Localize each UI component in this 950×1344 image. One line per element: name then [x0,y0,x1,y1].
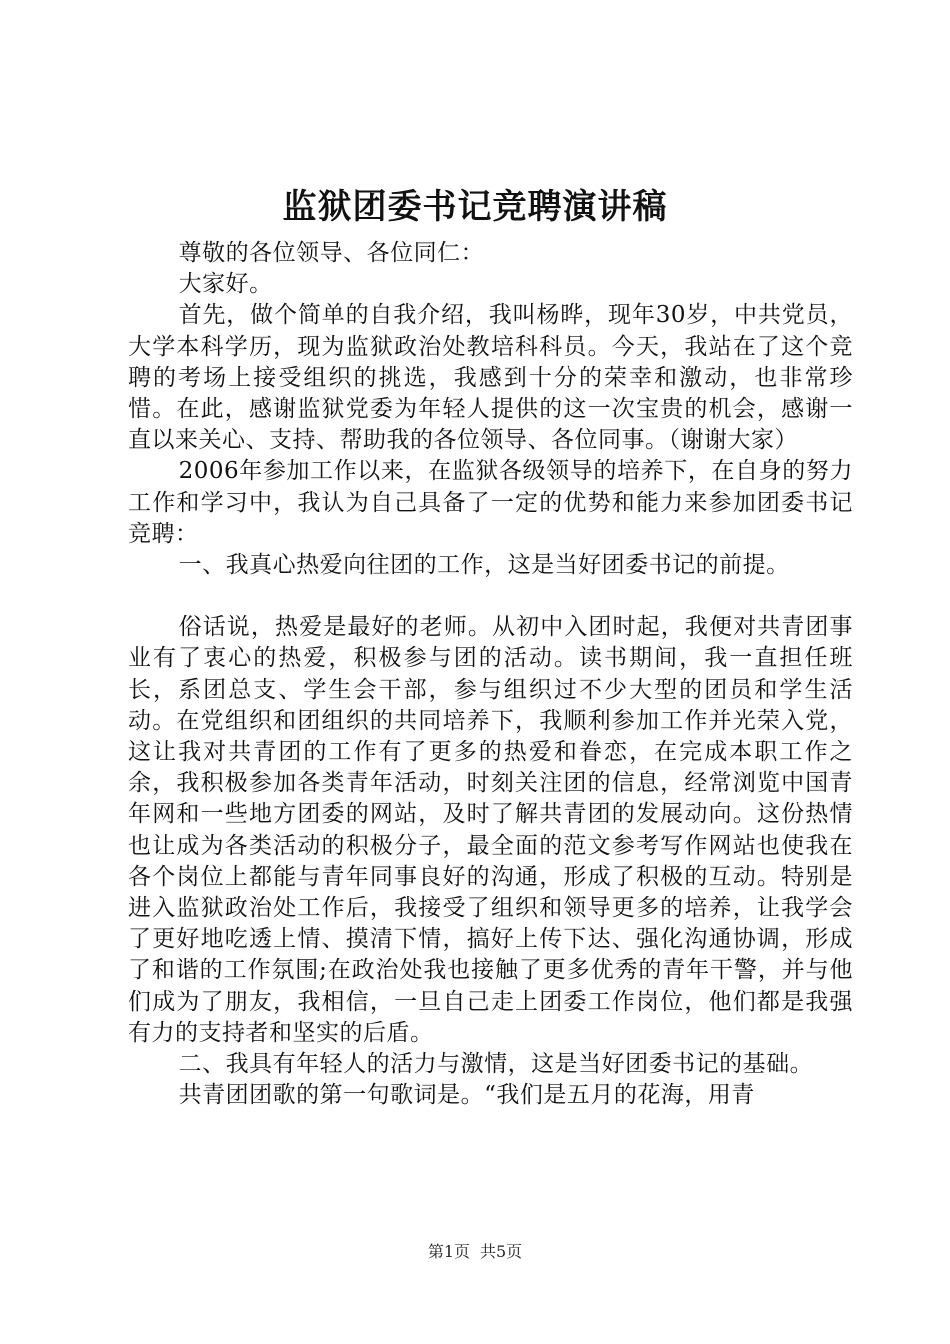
document-body [128,238,853,1111]
point-one-paragraph: 俗话说，热爱是最好的老师。从初中入团时起，我便对共青团事业有了衷心的热爱，积极参与团的活动。读书期间，我一直担任班长，系团总支、学生会干部，参与组织过不少大型的团员和学生活动。在党组织和团组织的共同培养下，我顺利参加工作并光荣入党，这让我对共青团的工作有了更多的热爱和眷恋，在完成本职工作之余，我积极参加各类青年活动，时刻关注团的信息，经常浏览中国青年网和一些地方团委的网站，及时了解共青团的发展动向。这份热情也让成为各类活动的积极分子，最全面的范文参考写作网站也使我在各个岗位上都能与青年同事良好的沟通，形成了积极的互动。特别是进入监狱政治处工作后，我接受了组织和领导更多的培养，让我学会了更好地吃透上情、摸清下情，搞好上传下达、强化沟通协调，形成了和谐的工作氛围;在政治处我也接触了更多优秀的青年干警，并与他们成为了朋友，我相信，一旦自己走上团委工作岗位，他们都是我强有力的支持者和坚实的后盾。 [128,614,853,1046]
greeting-paragraph: 大家好。 [178,271,273,298]
paragraph-spacer [128,581,853,612]
document-title: 监狱团委书记竞聘演讲稿 [282,187,668,227]
salutation-paragraph: 尊敬的各位领导、各位同仁： [178,240,485,266]
page-number-current: 第1页 [427,1242,470,1261]
background-paragraph: 2006年参加工作以来，在监狱各级领导的培养下，在自身的努力工作和学习中，我认为自己具备了一定的优势和能力来参加团委书记竞聘： [128,458,853,547]
point-one-heading: 一、我真心热爱向往团的工作，这是当好团委书记的前提。 [178,552,790,579]
page-number-total: 共5页 [480,1242,523,1261]
page-footer [0,1241,950,1263]
point-two-paragraph: 共青团团歌的第一句歌词是。“我们是五月的花海，用青 [178,1082,755,1109]
introduction-paragraph: 首先，做个简单的自我介绍，我叫杨晔，现年30岁，中共党员，大学本科学历，现为监狱政治处教培科科员。今天，我站在了这个竞聘的考场上接受组织的挑选，我感到十分的荣幸和激动，也非常珍惜。在此，感谢监狱党委为年轻人提供的这一次宝贵的机会，感谢一直以来关心、支持、帮助我的各位领导、各位同事。（谢谢大家） [128,302,853,454]
point-two-heading: 二、我具有年轻人的活力与激情，这是当好团委书记的基础。 [178,1051,814,1078]
